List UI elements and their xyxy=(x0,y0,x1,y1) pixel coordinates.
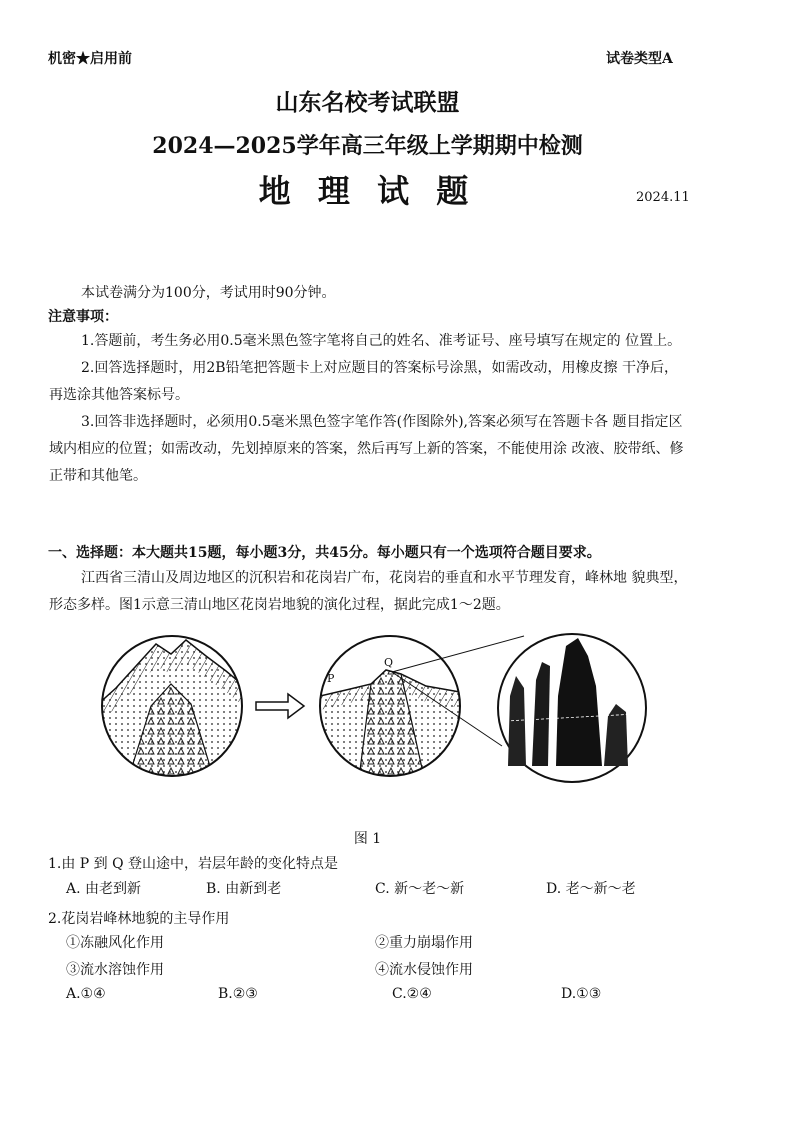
paper-type-label: 试卷类型A xyxy=(606,51,673,67)
passage-text: 江西省三清山及周边地区的沉积岩和花岗岩广布，花岗岩的垂直和水平节理发育，峰林地 貌典型，形态多样。图1示意三清山地区花岗岩地貌的演化过程，据此完成1～2题。 xyxy=(49,570,688,613)
confidential-label: 机密★启用前 xyxy=(48,51,132,67)
pre-erosion-diagram xyxy=(96,626,256,786)
notes-block xyxy=(49,328,689,490)
q1-option-d[interactable]: D. 老～新～老 xyxy=(546,881,636,897)
exam-title: 2024—2025学年高三年级上学期期中检测 xyxy=(152,133,583,159)
q2-item-1: ①冻融风化作用 xyxy=(66,935,164,951)
question-1-stem: 1.由 P 到 Q 登山途中，岩层年龄的变化特点是 xyxy=(48,856,339,872)
q2-option-a[interactable]: A.①④ xyxy=(66,986,106,1002)
q2-item-3: ③流水溶蚀作用 xyxy=(66,962,164,978)
q2-item-2: ②重力崩塌作用 xyxy=(375,935,473,951)
arrow-icon xyxy=(256,694,304,718)
note-1: 1.答题前，考生务必用0.5毫米黑色签字笔将自己的姓名、准考证号、座号填写在规定的 位置上。 xyxy=(81,333,682,349)
exam-date: 2024.11 xyxy=(636,190,690,205)
figure-1-illustration xyxy=(96,626,696,786)
label-q: Q xyxy=(384,656,394,669)
note-2: 2.回答选择题时，用2B铅笔把答题卡上对应题目的答案标号涂黑，如需改动，用橡皮擦 干净后，再选涂其他答案标号。 xyxy=(49,360,679,403)
q1-option-b[interactable]: B. 由新到老 xyxy=(206,881,282,897)
q1-option-a[interactable]: A. 由老到新 xyxy=(66,881,142,897)
subject-title: 地 理 试 题 xyxy=(258,172,477,210)
question-2-stem: 2.花岗岩峰林地貌的主导作用 xyxy=(48,911,230,927)
notes-title: 注意事项： xyxy=(48,309,118,325)
q2-option-c[interactable]: C.②④ xyxy=(392,986,432,1002)
q2-option-d[interactable]: D.①③ xyxy=(561,986,602,1002)
q1-option-c[interactable]: C. 新～老～新 xyxy=(375,881,465,897)
q2-item-4: ④流水侵蚀作用 xyxy=(375,962,473,978)
section-heading: 一、选择题：本大题共15题，每小题3分，共45分。每小题只有一个选项符合题目要求。 xyxy=(48,545,601,561)
note-3: 3.回答非选择题时，必须用0.5毫米黑色签字笔作答(作图除外),答案必须写在答题卡各 题目指定区域内相应的位置；如需改动，先划掉原来的答案，然后再写上新的答案，不能使用涂 改液、胶带纸、修正带和其他笔。 xyxy=(49,414,684,484)
post-erosion-diagram xyxy=(306,626,476,786)
label-p: P xyxy=(327,672,335,685)
alliance-title: 山东名校考试联盟 xyxy=(275,89,460,116)
figure-caption: 图 1 xyxy=(353,831,382,847)
passage xyxy=(49,565,689,619)
q2-option-b[interactable]: B.②③ xyxy=(218,986,258,1002)
score-time-text: 本试卷满分为100分，考试用时90分钟。 xyxy=(81,285,336,301)
